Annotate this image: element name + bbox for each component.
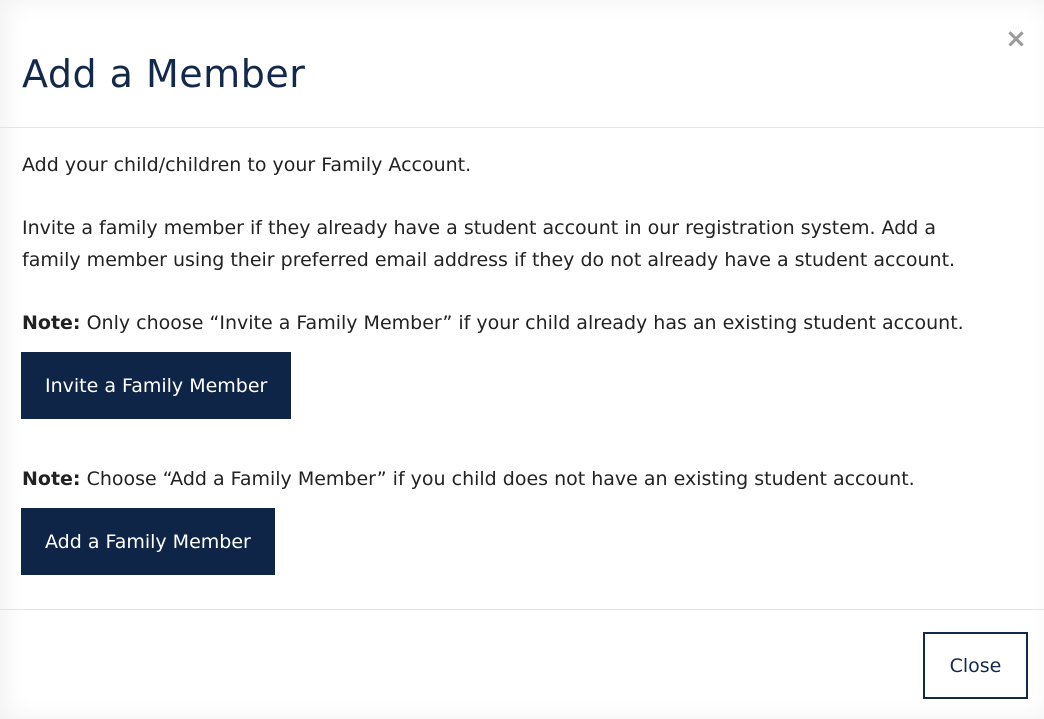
invite-family-member-button[interactable]: Invite a Family Member: [21, 352, 291, 419]
close-icon[interactable]: ×: [1003, 26, 1029, 52]
invite-note-text: Only choose “Invite a Family Member” if your child already has an existing student account.: [86, 312, 964, 334]
note-label: Note:: [22, 312, 81, 334]
close-button[interactable]: Close: [923, 632, 1028, 699]
modal-header: [0, 0, 1044, 128]
modal-footer: [0, 610, 1044, 719]
invite-note: [22, 307, 964, 339]
intro-text: Add your child/children to your Family Account.: [22, 154, 472, 176]
modal-title: Add a Member: [22, 52, 306, 96]
description-line-2: family member using their preferred email address if they do not already have a student account.: [22, 249, 956, 271]
add-note: [22, 463, 915, 495]
description-line-1: Invite a family member if they already have a student account in our registration system. Add a: [22, 217, 937, 239]
add-note-text: Choose “Add a Family Member” if you child does not have an existing student account.: [86, 468, 915, 490]
modal-body: [0, 128, 1044, 610]
note-label: Note:: [22, 468, 81, 490]
add-family-member-button[interactable]: Add a Family Member: [21, 508, 275, 575]
